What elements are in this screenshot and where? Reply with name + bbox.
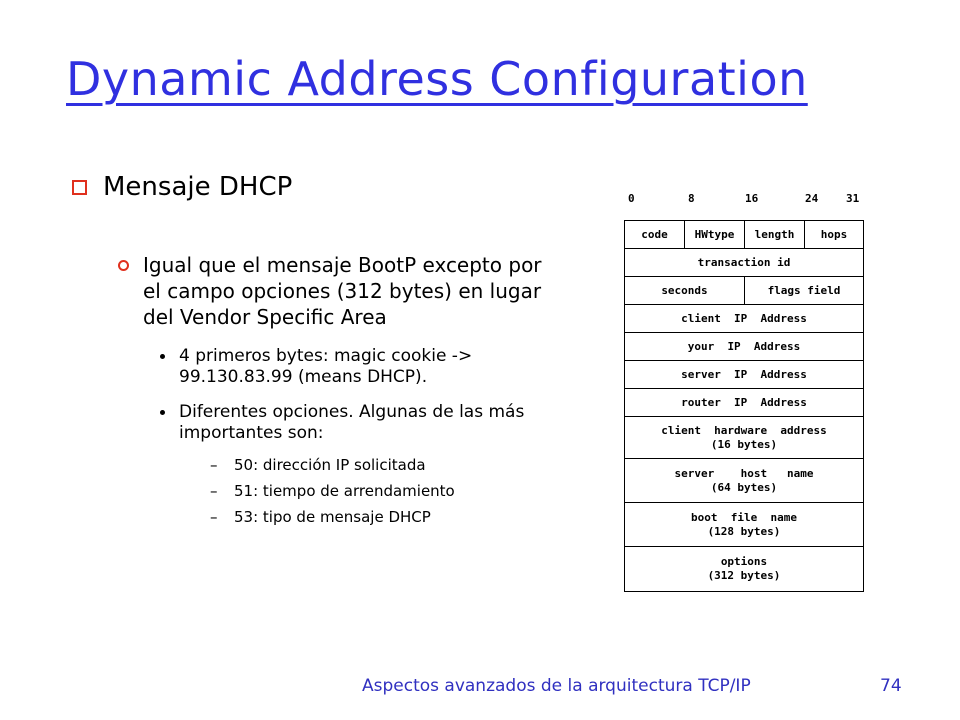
bit-label: 0 [628,192,635,205]
field-server-ip: server IP Address [681,367,807,381]
field-transaction-id: transaction id [697,255,791,269]
field-code: code [625,221,685,248]
slide-footer: Aspectos avanzados de la arquitectura TCP/IP [362,676,751,696]
dash-bullet-icon: – [210,456,218,474]
field-row [625,221,863,249]
bullet-level2-text: Igual que el mensaje BootP excepto por el campo opciones (312 bytes) en lugar del Vendor Specific Area [143,253,542,329]
dash-bullet-icon: – [210,508,218,526]
field-client-hw-address: client hardware address (16 bytes) [661,423,827,451]
field-row [625,503,863,547]
bullet-level1 [72,172,292,202]
field-router-ip: router IP Address [681,395,807,409]
bullet-level4 [210,482,455,500]
bullet-level2 [118,252,563,330]
square-bullet-icon [72,180,87,195]
field-row [625,277,863,305]
bit-label: 8 [688,192,695,205]
dot-bullet-icon [160,410,165,415]
field-hwtype: HWtype [685,221,745,248]
field-row [625,547,863,591]
field-client-ip: client IP Address [681,311,807,325]
field-length: length [745,221,805,248]
field-row [625,305,863,333]
field-options: options (312 bytes) [707,555,781,582]
dash-bullet-icon: – [210,482,218,500]
field-seconds: seconds [625,277,745,304]
field-server-host-name: server host name (64 bytes) [674,466,814,494]
field-flags: flags field [767,283,841,297]
bullet-level3-text: 4 primeros bytes: magic cookie -> 99.130.83.99 (means DHCP). [179,346,473,387]
field-row [625,389,863,417]
bullet-level4-text: 51: tiempo de arrendamiento [234,482,455,500]
bullet-level4 [210,508,431,526]
page-number: 74 [880,676,902,696]
bullet-level3-text: Diferentes opciones. Algunas de las más importantes son: [179,402,525,443]
field-row [625,417,863,459]
field-row [625,333,863,361]
field-row [625,249,863,277]
bullet-level3 [160,402,559,444]
slide-title: Dynamic Address Configuration [66,52,808,106]
circle-bullet-icon [118,260,129,271]
bit-offset-labels [624,192,864,206]
field-row [625,459,863,503]
dot-bullet-icon [160,354,165,359]
bullet-level4-text: 53: tipo de mensaje DHCP [234,508,431,526]
bullet-level3 [160,346,559,388]
bullet-level1-text: Mensaje DHCP [103,172,293,202]
field-grid [624,220,864,592]
field-row [625,361,863,389]
field-your-ip: your IP Address [687,339,801,353]
bullet-level4 [210,456,426,474]
field-boot-file-name: boot file name (128 bytes) [691,510,797,538]
bit-label: 16 [745,192,759,205]
bit-label: 24 [805,192,819,205]
bullet-level4-text: 50: dirección IP solicitada [234,456,426,474]
field-hops: hops [820,227,848,241]
bit-label: 31 [846,192,860,205]
